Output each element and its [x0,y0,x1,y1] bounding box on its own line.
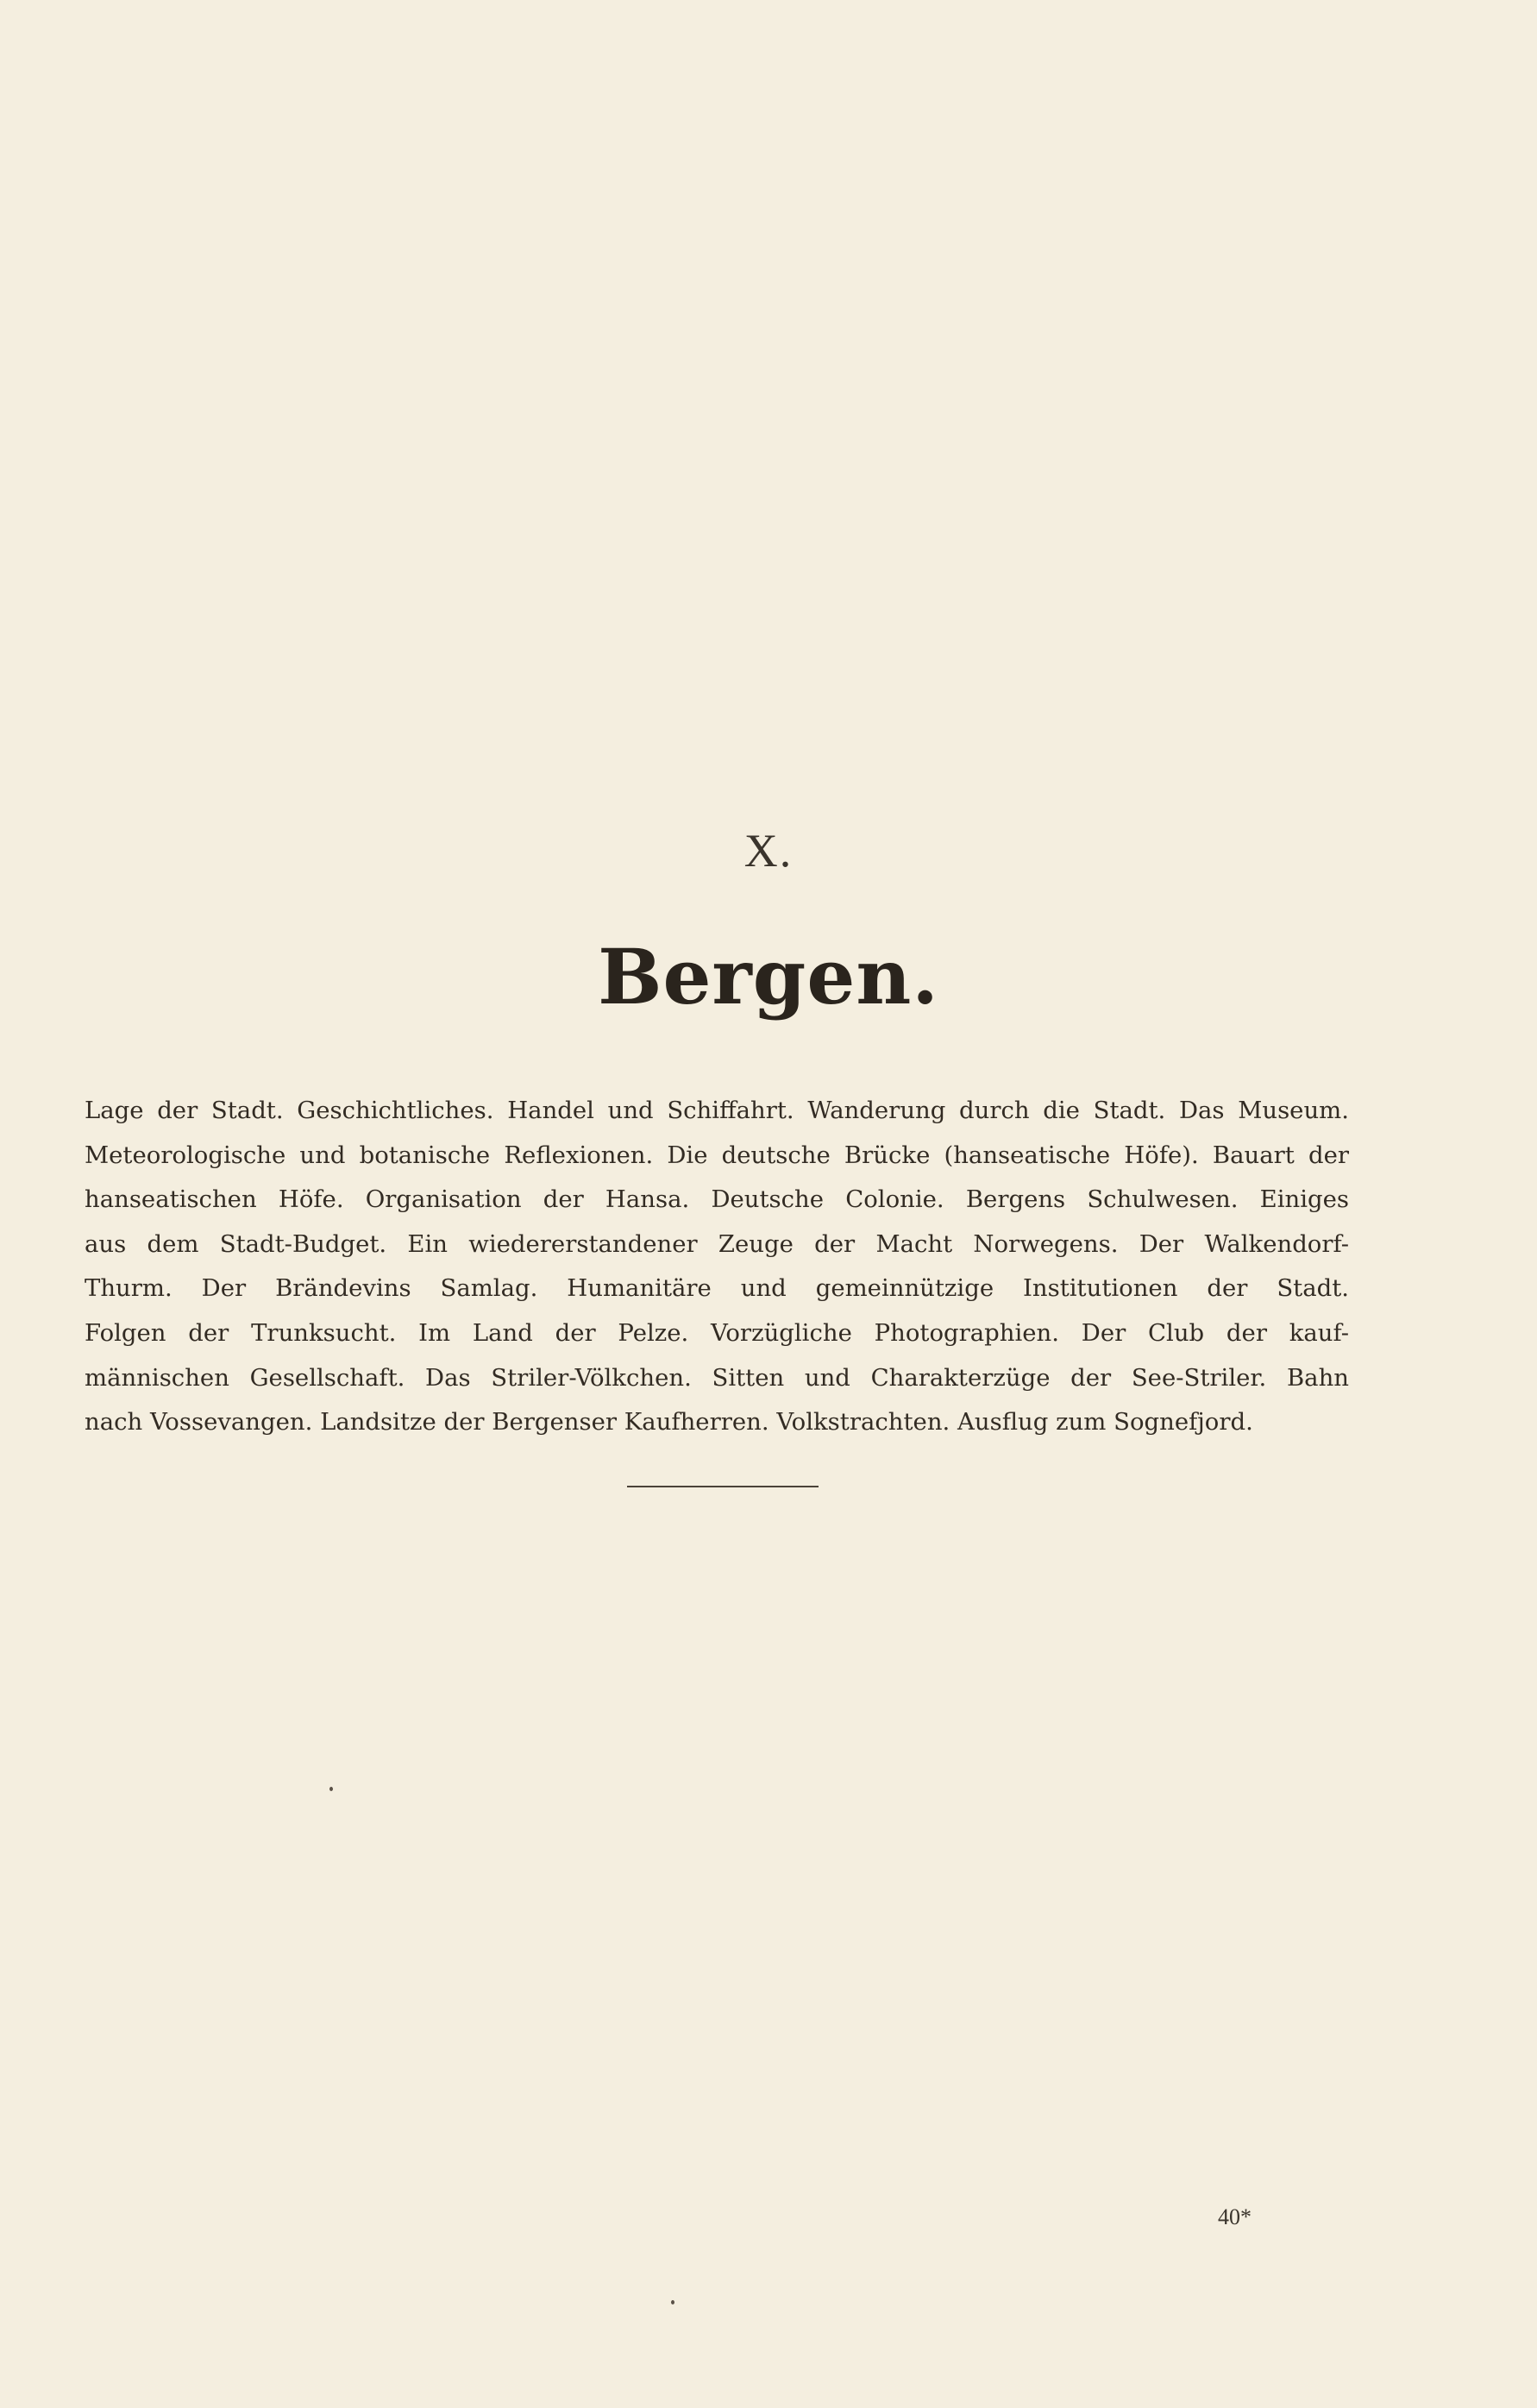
summary-line: Meteorologische und botanische Reflexionen. Die deutsche Brücke (hanseatische Höfe). Bauart der [85,1141,1349,1169]
summary-line: Thurm. Der Brändevins Samlag. Humanitäre und gemeinnützige Institutionen der Stadt. [85,1274,1349,1303]
summary-line: aus dem Stadt-Budget. Ein wiedererstandener Zeuge der Macht Norwegens. Der Walkendorf- [85,1229,1349,1258]
chapter-number: X. [743,825,794,877]
paper-speck [329,1787,333,1791]
summary-line: nach Vossevangen. Landsitze der Bergenser Kaufherren. Volkstrachten. Ausflug zum Sognefjord. [85,1408,1253,1437]
chapter-title: Bergen. [598,932,939,1022]
summary-line: hanseatischen Höfe. Organisation der Hansa. Deutsche Colonie. Bergens Schulwesen. Einiges [85,1185,1349,1214]
paper-speck [671,2300,674,2304]
chapter-summary [85,1089,1349,1445]
summary-line: männischen Gesellschaft. Das Striler-Völkchen. Sitten und Charakterzüge der See-Striler. Bahn [85,1363,1349,1392]
summary-line: Lage der Stadt. Geschichtliches. Handel und Schiffahrt. Wanderung durch die Stadt. Das Museum. [85,1097,1349,1124]
page-number: 40* [1218,2204,1252,2229]
section-divider [627,1486,819,1487]
summary-line: Folgen der Trunksucht. Im Land der Pelze. Vorzügliche Photographien. Der Club der kauf- [85,1318,1349,1347]
